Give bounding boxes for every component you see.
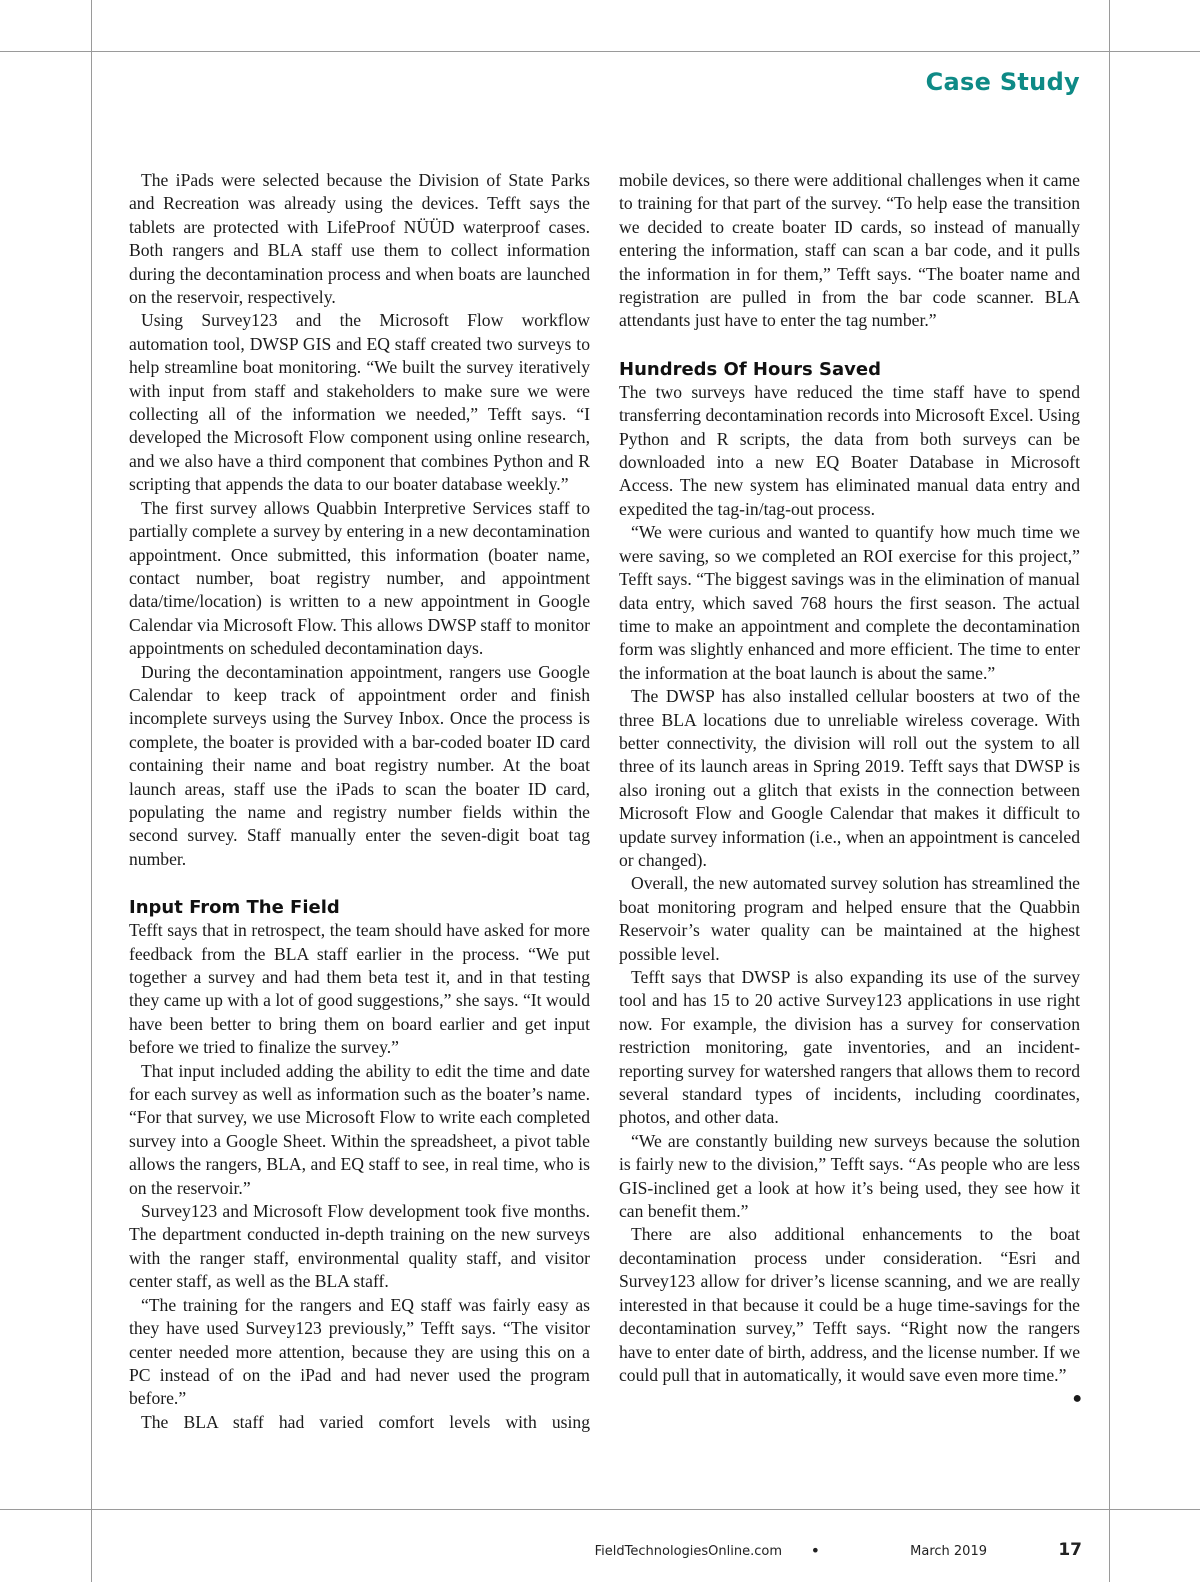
left-paragraph-4: During the decontamination appointment, rangers use Google Calendar to keep track of appointment order and finish incomplete surveys using the Survey Inbox. Once the process is complete, the boater is provided with a bar-coded boater ID card containing their name and boat registry number. At the boat launch areas, staff use the iPads to scan the boater ID card, populating the name and registry number fields within the second survey. Staff manually enter the seven-digit boat tag number. [129,661,590,869]
right-paragraph-6: Tefft says that DWSP is also expanding its use of the survey tool and has 15 to 20 active Survey123 applications in use right now. For example, the division has a survey for conservation restriction monitoring, gate inventories, and an incident-reporting survey for watershed rangers that allows them to record several standard types of incidents, including coordinates, photos, and other data. [619,967,1080,1128]
left-paragraph-6: That input included adding the ability to edit the time and date for each survey as well as information such as the boater’s name. “For that survey, we use Microsoft Flow to write each completed survey into a Google Sheet. Within the spreadsheet, a pivot table allows the rangers, BLA, and EQ staff to see, in real time, who is on the reservoir.” [129,1060,590,1198]
footer-separator: • [810,1541,820,1560]
section-label: Case Study [925,68,1080,96]
right-column [619,169,1080,1410]
right-paragraph-2: The two surveys have reduced the time staff have to spend transferring decontamination records into Microsoft Excel. Using Python and R scripts, the data from both surveys can be downloaded into a new EQ Boater Database in Microsoft Access. The new system has eliminated manual data entry and expedited the tag-in/tag-out process. [619,381,1080,519]
left-paragraph-1: The iPads were selected because the Division of State Parks and Recreation was already using the devices. Tefft says the tablets are protected with LifeProof NÜÜD waterproof cases. Both rangers and BLA staff use them to collect information during the decontamination process and when boats are launched on the reservoir, respectively. [129,170,590,308]
right-paragraph-1: mobile devices, so there were additional challenges when it came to training for that part of the survey. “To help ease the transition we decided to create boater ID cards, so instead of manually entering the information, staff can scan a bar code, and it pulls the information in for them,” Tefft says. “The boater name and registration are pulled in from the bar code scanner. BLA attendants just have to enter the tag number.” [619,170,1080,331]
end-mark-icon: ● [1072,1390,1082,1408]
footer [0,1540,1082,1564]
right-paragraph-5: Overall, the new automated survey solution has streamlined the boat monitoring program and helped ensure that the Quabbin Reservoir’s water quality can be maintained at the highest possible level. [619,873,1080,964]
left-paragraph-8: “The training for the rangers and EQ staff was fairly easy as they have used Survey123 previously,” Tefft says. “The visitor center needed more attention, because they are using this on a PC instead of on the iPad and had never used the program before.” [129,1294,590,1409]
left-paragraph-9: The BLA staff had varied comfort levels with using [141,1411,590,1432]
bottom-rule [0,1509,1200,1510]
footer-date: March 2019 [910,1544,987,1559]
right-paragraph-4: The DWSP has also installed cellular boosters at two of the three BLA locations due to unreliable wireless coverage. With better connectivity, the division will roll out the system to all three of its launch areas in Spring 2019. Tefft says that DWSP is also ironing out a glitch that exists in the connection between Microsoft Flow and Google Calendar that makes it difficult to update survey information (i.e., when an appointment is canceled or changed). [619,686,1080,870]
right-paragraph-7: “We are constantly building new surveys because the solution is fairly new to the division,” Tefft says. “As people who are less GIS-inclined get a look at how it’s being used, they see how it can benefit them.” [619,1130,1080,1222]
left-paragraph-5: Tefft says that in retrospect, the team should have asked for more feedback from the BLA staff earlier in the process. “We put together a survey and had them beta test it, and in that testing they came up with a lot of good suggestions,” she says. “It would have been better to bring them on board earlier and get input before we tried to finalize the survey.” [129,920,590,1058]
right-rule [1109,0,1110,1582]
heading-input-from-the-field: Input From The Field [129,897,340,919]
left-paragraph-7: Survey123 and Microsoft Flow development took five months. The department conducted in-depth training on the new surveys with the ranger staff, environmental quality staff, and visitor center staff, as well as the BLA staff. [129,1201,590,1292]
left-rule [91,0,92,1582]
right-paragraph-8 [619,1223,1082,1408]
top-rule [0,51,1200,52]
right-paragraph-3: “We were curious and wanted to quantify how much time we were saving, so we completed an ROI exercise for this project,” Tefft says. “The biggest savings was in the elimination of manual data entry, which saved 768 hours the first season. The actual time to make an appointment and complete the decontamination form was slightly enhanced and more efficient. The time to enter the information at the boat launch is about the same.” [619,522,1080,683]
left-paragraph-3: The first survey allows Quabbin Interpretive Services staff to partially complete a survey by entering in a new decontamination appointment. Once submitted, this information (boater name, contact number, boat registry number, and appointment data/time/location) is written to a new appointment in Google Calendar via Microsoft Flow. This allows DWSP staff to monitor appointments on scheduled decontamination days. [129,497,590,659]
right-paragraph-8-text: There are also additional enhancements to the boat decontamination process under consideration. “Esri and Survey123 allow for driver’s license scanning, and we are really interested in that because it could be a huge time-savings for the decontamination survey,” Tefft says. “Right now the rangers have to enter date of birth, address, and the license number. If we could pull that in automatically, it would save even more time.” [619,1224,1080,1385]
page-number: 17 [1058,1540,1082,1560]
footer-site: FieldTechnologiesOnline.com [594,1544,782,1559]
left-column [129,169,590,1434]
heading-hundreds-of-hours-saved: Hundreds Of Hours Saved [619,358,881,380]
left-paragraph-2: Using Survey123 and the Microsoft Flow workflow automation tool, DWSP GIS and EQ staff created two surveys to help streamline boat monitoring. “We built the survey iteratively with input from staff and stakeholders to make sure we were collecting all of the information we needed,” Tefft says. “I developed the Microsoft Flow component using online research, and we also have a third component that combines Python and R scripting that appends the data to our boater database weekly.” [129,310,590,495]
